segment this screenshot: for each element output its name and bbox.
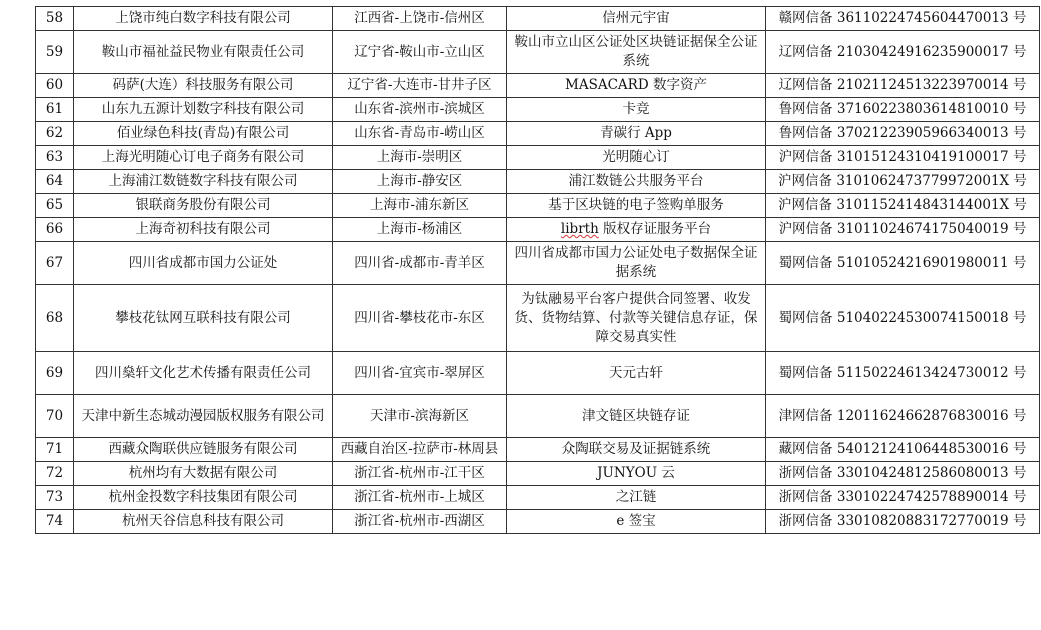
region: 上海市-杨浦区: [333, 218, 507, 242]
record-number: 赣网信备 36110224745604470013 号: [766, 7, 1040, 31]
record-number: 浙网信备 33010224742578890014 号: [766, 486, 1040, 510]
table-row: [36, 242, 1040, 285]
region: 浙江省-杭州市-上城区: [333, 486, 507, 510]
row-number: 58: [36, 7, 74, 31]
organization-name: 鞍山市福祉益民物业有限责任公司: [74, 31, 333, 74]
table-row: [36, 486, 1040, 510]
region: 江西省-上饶市-信州区: [333, 7, 507, 31]
region: 辽宁省-鞍山市-立山区: [333, 31, 507, 74]
table-row: [36, 510, 1040, 534]
service-name: 天元古轩: [507, 352, 766, 395]
record-number: 辽网信备 21030424916235900017 号: [766, 31, 1040, 74]
row-number: 65: [36, 194, 74, 218]
service-name: 众陶联交易及证据链系统: [507, 438, 766, 462]
region: 山东省-滨州市-滨城区: [333, 98, 507, 122]
table-row: [36, 352, 1040, 395]
region: 四川省-成都市-青羊区: [333, 242, 507, 285]
service-name: JUNYOU 云: [507, 462, 766, 486]
organization-name: 银联商务股份有限公司: [74, 194, 333, 218]
row-number: 60: [36, 74, 74, 98]
row-number: 66: [36, 218, 74, 242]
row-number: 69: [36, 352, 74, 395]
organization-name: 山东九五源计划数字科技有限公司: [74, 98, 333, 122]
region: 四川省-攀枝花市-东区: [333, 285, 507, 352]
document-page: [35, 6, 1040, 534]
table-row: [36, 146, 1040, 170]
record-number: 沪网信备 3101062473779972001X 号: [766, 170, 1040, 194]
region: 山东省-青岛市-崂山区: [333, 122, 507, 146]
table-row: [36, 218, 1040, 242]
record-number: 沪网信备 31015124310419100017 号: [766, 146, 1040, 170]
record-number: 鲁网信备 37160223803614810010 号: [766, 98, 1040, 122]
table-row: [36, 395, 1040, 438]
organization-name: 杭州金投数字科技集团有限公司: [74, 486, 333, 510]
spellcheck-flagged-word: librth: [560, 221, 599, 237]
row-number: 74: [36, 510, 74, 534]
service-name: 之江链: [507, 486, 766, 510]
table-row: [36, 31, 1040, 74]
organization-name: 四川燊轩文化艺术传播有限责任公司: [74, 352, 333, 395]
service-name: [507, 218, 766, 242]
row-number: 64: [36, 170, 74, 194]
record-number: 鲁网信备 37021223905966340013 号: [766, 122, 1040, 146]
table-row: [36, 122, 1040, 146]
table-row: [36, 194, 1040, 218]
record-number: 津网信备 12011624662876830016 号: [766, 395, 1040, 438]
region: 上海市-崇明区: [333, 146, 507, 170]
organization-name: 佰业绿色科技(青岛)有限公司: [74, 122, 333, 146]
record-number: 蜀网信备 51150224613424730012 号: [766, 352, 1040, 395]
record-number: 浙网信备 33010820883172770019 号: [766, 510, 1040, 534]
service-name: MASACARD 数字资产: [507, 74, 766, 98]
service-name: 鞍山市立山区公证处区块链证据保全公证系统: [507, 31, 766, 74]
table-row: [36, 7, 1040, 31]
region: 上海市-静安区: [333, 170, 507, 194]
region: 浙江省-杭州市-西湖区: [333, 510, 507, 534]
registry-table: [35, 6, 1040, 534]
row-number: 63: [36, 146, 74, 170]
table-row: [36, 74, 1040, 98]
record-number: 沪网信备 3101152414843144001X 号: [766, 194, 1040, 218]
organization-name: 码萨(大连）科技服务有限公司: [74, 74, 333, 98]
record-number: 蜀网信备 51010524216901980011 号: [766, 242, 1040, 285]
service-name: 为钛融易平台客户提供合同签署、收发货、货物结算、付款等关键信息存证，保障交易真实性: [507, 285, 766, 352]
organization-name: 天津中新生态城动漫园版权服务有限公司: [74, 395, 333, 438]
record-number: 沪网信备 31011024674175040019 号: [766, 218, 1040, 242]
region: 浙江省-杭州市-江干区: [333, 462, 507, 486]
row-number: 62: [36, 122, 74, 146]
record-number: 蜀网信备 51040224530074150018 号: [766, 285, 1040, 352]
organization-name: 上海奇初科技有限公司: [74, 218, 333, 242]
row-number: 68: [36, 285, 74, 352]
row-number: 67: [36, 242, 74, 285]
organization-name: 上海光明随心订电子商务有限公司: [74, 146, 333, 170]
service-name: 信州元宇宙: [507, 7, 766, 31]
service-name: 青碳行 App: [507, 122, 766, 146]
record-number: 辽网信备 21021124513223970014 号: [766, 74, 1040, 98]
table-row: [36, 98, 1040, 122]
row-number: 72: [36, 462, 74, 486]
table-row: [36, 170, 1040, 194]
organization-name: 四川省成都市国力公证处: [74, 242, 333, 285]
service-name: 卡竞: [507, 98, 766, 122]
organization-name: 上海浦江数链数字科技有限公司: [74, 170, 333, 194]
record-number: 浙网信备 33010424812586080013 号: [766, 462, 1040, 486]
row-number: 73: [36, 486, 74, 510]
service-name: 浦江数链公共服务平台: [507, 170, 766, 194]
region: 天津市-滨海新区: [333, 395, 507, 438]
record-number: 藏网信备 54012124106448530016 号: [766, 438, 1040, 462]
service-name: 四川省成都市国力公证处电子数据保全证据系统: [507, 242, 766, 285]
row-number: 59: [36, 31, 74, 74]
table-row: [36, 285, 1040, 352]
organization-name: 西藏众陶联供应链服务有限公司: [74, 438, 333, 462]
service-name: 光明随心订: [507, 146, 766, 170]
organization-name: 杭州均有大数据有限公司: [74, 462, 333, 486]
organization-name: 上饶市纯白数字科技有限公司: [74, 7, 333, 31]
organization-name: 杭州天谷信息科技有限公司: [74, 510, 333, 534]
table-row: [36, 438, 1040, 462]
service-name: e 签宝: [507, 510, 766, 534]
row-number: 71: [36, 438, 74, 462]
region: 上海市-浦东新区: [333, 194, 507, 218]
service-name: 津文链区块链存证: [507, 395, 766, 438]
service-name-text: 版权存证服务平台: [598, 221, 712, 237]
region: 辽宁省-大连市-甘井子区: [333, 74, 507, 98]
region: 西藏自治区-拉萨市-林周县: [333, 438, 507, 462]
organization-name: 攀枝花钛网互联科技有限公司: [74, 285, 333, 352]
service-name: 基于区块链的电子签购单服务: [507, 194, 766, 218]
table-row: [36, 462, 1040, 486]
row-number: 70: [36, 395, 74, 438]
row-number: 61: [36, 98, 74, 122]
region: 四川省-宜宾市-翠屏区: [333, 352, 507, 395]
